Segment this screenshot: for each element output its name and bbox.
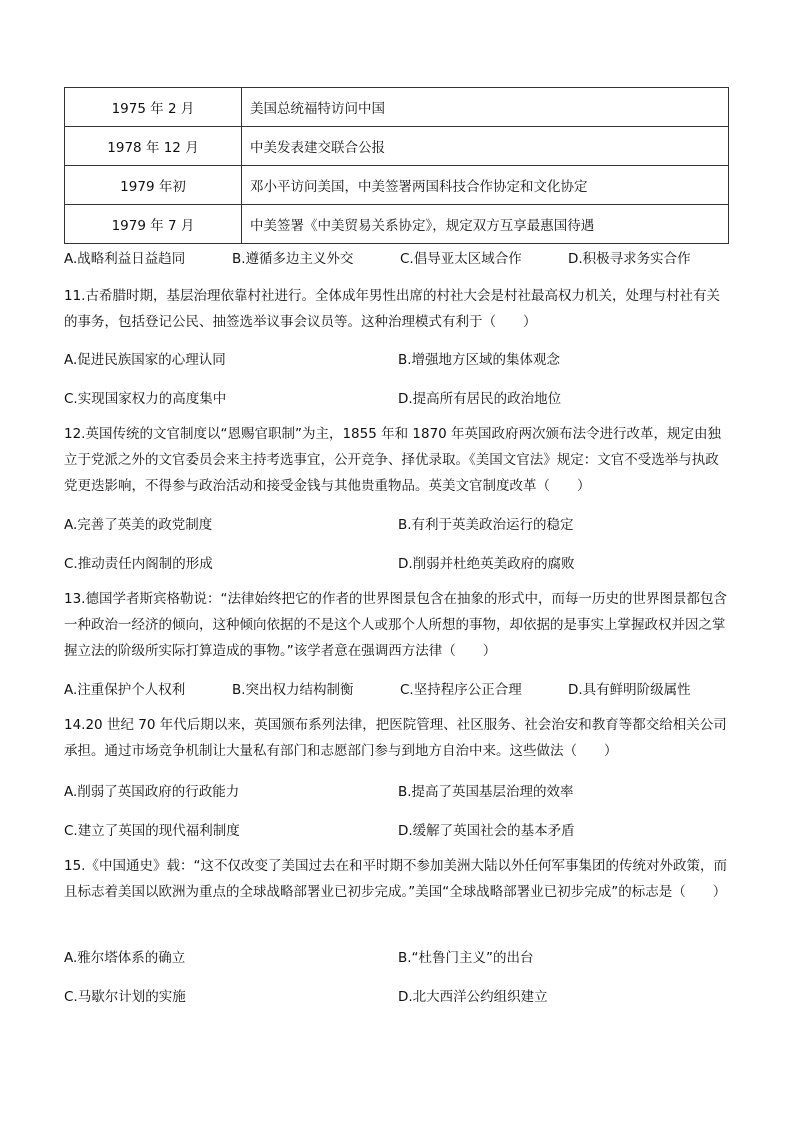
q10-option-c: C.倡导亚太区域合作 — [400, 251, 522, 267]
q13-option-c: C.坚持程序公正合理 — [400, 682, 522, 698]
event-description: 美国总统福特访问中国 — [242, 88, 729, 127]
q15-option-c: C.马歇尔计划的实施 — [64, 989, 186, 1005]
table-row — [65, 88, 729, 127]
question-text: 13.德国学者斯宾格勒说：“法律始终把它的作者的世界图景包含在抽象的形式中，而每一历史的世界图景都包含一种政治一经济的倾向，这种倾向依据的不是这个人或那个人所想的事物，却依据的是事实上掌握政权并因之掌握立法的阶级所实际打算造成的事物。”该学者意在强调西方法律（ ） — [64, 591, 727, 659]
q11-option-b: B.增强地方区域的集体观念 — [398, 352, 561, 368]
q10-option-b: B.遵循多边主义外交 — [232, 251, 354, 267]
q15-option-b: B.“杜鲁门主义”的出台 — [398, 950, 534, 966]
q12-option-d: D.削弱并杜绝英美政府的腐败 — [398, 556, 575, 572]
table-row — [65, 205, 729, 244]
event-description: 中美发表建交联合公报 — [242, 127, 729, 166]
question-text: 11.古希腊时期，基层治理依靠村社进行。全体成年男性出席的村社大会是村社最高权力机关，处理与村社有关的事务，包括登记公民、抽签选举议事会议员等。这种治理模式有利于（ ） — [64, 288, 720, 330]
table-row — [65, 166, 729, 205]
q15-option-a: A.雅尔塔体系的确立 — [64, 950, 186, 966]
question-text: 15.《中国通史》载：“这不仅改变了美国过去在和平时期不参加美洲大陆以外任何军事集团的传统对外政策，而且标志着美国以欧洲为重点的全球战略部署业已初步完成。”美国“全球战略部署业已初步完成”的标志是（ ） — [64, 858, 727, 900]
q14-option-d: D.缓解了英国社会的基本矛盾 — [398, 823, 575, 839]
event-date: 1979 年 7 月 — [65, 205, 242, 244]
q14-option-a: A.削弱了英国政府的行政能力 — [64, 784, 240, 800]
q14-option-c: C.建立了英国的现代福利制度 — [64, 823, 240, 839]
event-date: 1979 年初 — [65, 166, 242, 205]
q12-stem — [64, 421, 732, 499]
history-events-table — [64, 87, 729, 244]
q10-option-a: A.战略利益日益趋同 — [64, 251, 186, 267]
q15-option-d: D.北大西洋公约组织建立 — [398, 989, 548, 1005]
q14-stem — [64, 712, 732, 764]
event-description: 邓小平访问美国，中美签署两国科技合作协定和文化协定 — [242, 166, 729, 205]
event-date: 1978 年 12 月 — [65, 127, 242, 166]
q13-option-a: A.注重保护个人权利 — [64, 682, 186, 698]
q13-options — [64, 678, 744, 698]
q11-stem — [64, 283, 732, 335]
q10-option-d: D.积极寻求务实合作 — [568, 251, 691, 267]
event-date: 1975 年 2 月 — [65, 88, 242, 127]
q10-options — [64, 247, 744, 267]
question-text: 14.20 世纪 70 年代后期以来，英国颁布系列法律，把医院管理、社区服务、社会治安和教育等都交给相关公司承担。通过市场竞争机制让大量私有部门和志愿部门参与到地方自治中来。这些做法（ ） — [64, 717, 727, 759]
q13-stem — [64, 586, 732, 664]
q13-option-b: B.突出权力结构制衡 — [232, 682, 354, 698]
table-row — [65, 127, 729, 166]
q11-option-d: D.提高所有居民的政治地位 — [398, 391, 562, 407]
q11-option-a: A.促进民族国家的心理认同 — [64, 352, 226, 368]
question-text: 12.英国传统的文官制度以“恩赐官职制”为主，1855 年和 1870 年英国政府两次颁布法令进行改革，规定由独立于党派之外的文官委员会来主持考选事宜，公开竞争、择优录取。《美国文官法》规定：文官不受选举与执政党更迭影响，不得参与政治活动和接受金钱与其他贵重物品。英美文官制度改革（ ） — [64, 426, 722, 494]
q12-option-a: A.完善了英美的政党制度 — [64, 517, 213, 533]
q14-option-b: B.提高了英国基层治理的效率 — [398, 784, 574, 800]
q11-option-c: C.实现国家权力的高度集中 — [64, 391, 227, 407]
q15-stem — [64, 853, 732, 905]
q13-option-d: D.具有鲜明阶级属性 — [568, 682, 691, 698]
q12-option-b: B.有利于英美政治运行的稳定 — [398, 517, 574, 533]
q12-option-c: C.推动责任内阁制的形成 — [64, 556, 213, 572]
event-description: 中美签署《中美贸易关系协定》，规定双方互享最惠国待遇 — [242, 205, 729, 244]
